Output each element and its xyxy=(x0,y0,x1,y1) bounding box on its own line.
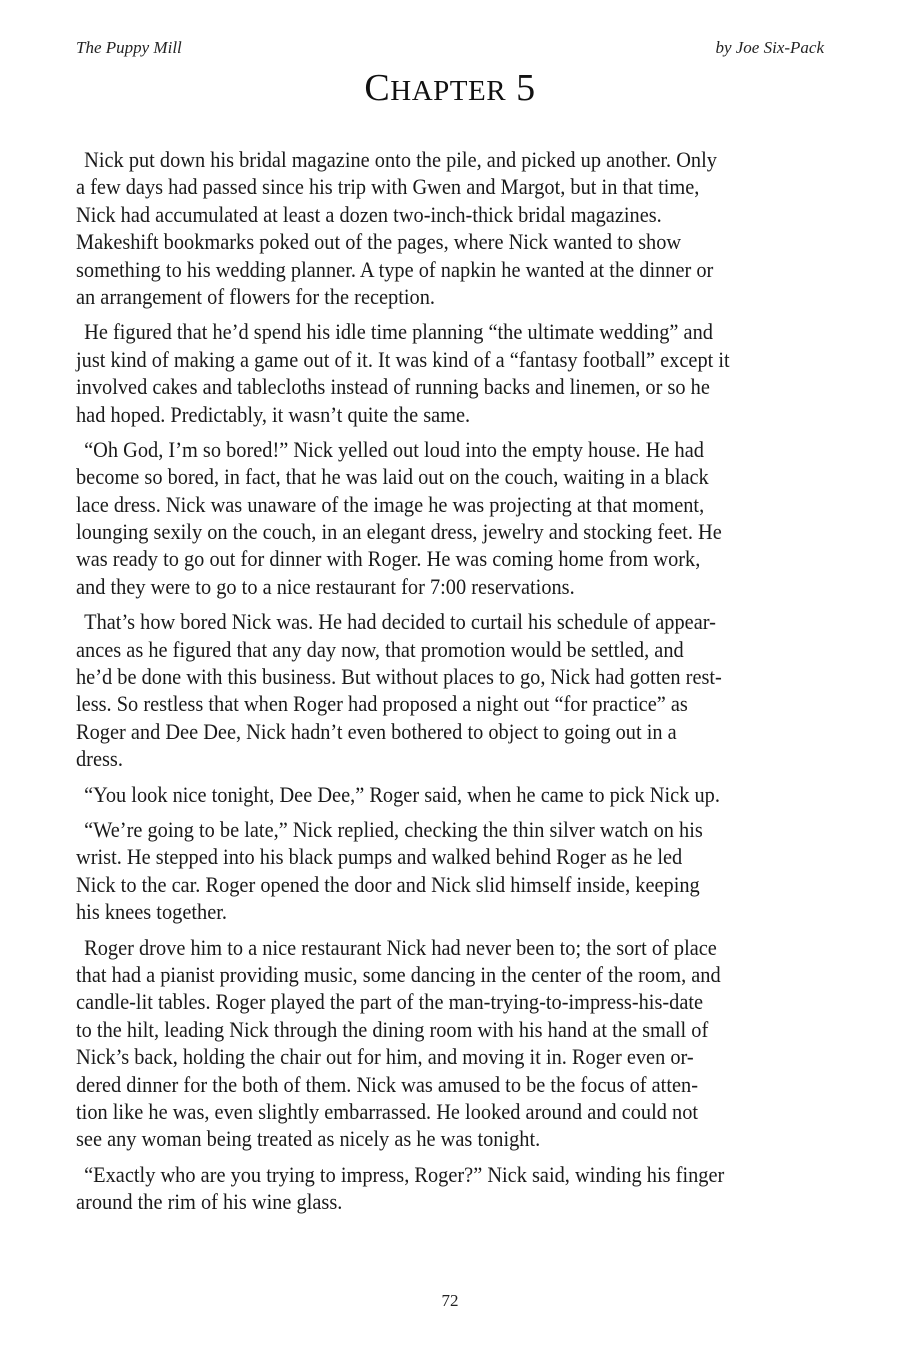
text-line: and they were to go to a nice restaurant for 7:00 reservations. xyxy=(76,573,575,599)
chapter-body xyxy=(76,146,826,1223)
paragraph xyxy=(76,934,826,1153)
text-line: around the rim of his wine glass. xyxy=(76,1189,343,1215)
paragraph xyxy=(76,816,826,926)
paragraph xyxy=(76,318,826,428)
text-line: his knees together. xyxy=(76,899,227,925)
text-line: “Oh God, I’m so bored!” Nick yelled out loud into the empty house. He had xyxy=(84,436,704,462)
text-line: Nick had accumulated at least a dozen two-inch-thick bridal magazines. xyxy=(76,201,662,227)
text-line: that had a pianist providing music, some dancing in the center of the room, and xyxy=(76,961,721,987)
text-line: Nick to the car. Roger opened the door and Nick slid himself inside, keeping xyxy=(76,871,700,897)
text-line: involved cakes and tablecloths instead of running backs and linemen, or so he xyxy=(76,374,710,400)
text-line: Roger and Dee Dee, Nick hadn’t even bothered to object to going out in a xyxy=(76,718,677,744)
text-line: Roger drove him to a nice restaurant Nick had never been to; the sort of place xyxy=(84,934,717,960)
text-line: Nick put down his bridal magazine onto the pile, and picked up another. Only xyxy=(84,147,717,172)
text-line: ances as he figured that any day now, that promotion would be settled, and xyxy=(76,636,684,662)
text-line: something to his wedding planner. A type of napkin he wanted at the dinner or xyxy=(76,256,714,282)
running-head-book-title: The Puppy Mill xyxy=(76,38,182,57)
text-line: That’s how bored Nick was. He had decided to curtail his schedule of appear- xyxy=(84,609,716,635)
paragraph xyxy=(76,146,826,310)
text-line: wrist. He stepped into his black pumps and walked behind Roger as he led xyxy=(76,844,683,870)
text-line: “Exactly who are you trying to impress, Roger?” Nick said, winding his finger xyxy=(84,1161,725,1187)
text-line: see any woman being treated as nicely as he was tonight. xyxy=(76,1126,541,1152)
chapter-title-initial: C xyxy=(364,67,391,109)
text-line: was ready to go out for dinner with Roger. He was coming home from work, xyxy=(76,546,701,572)
paragraph xyxy=(76,436,826,600)
text-line: “We’re going to be late,” Nick replied, checking the thin silver watch on his xyxy=(84,816,703,842)
text-line: He figured that he’d spend his idle time planning “the ultimate wedding” and xyxy=(84,319,713,345)
chapter-number: 5 xyxy=(516,67,536,109)
paragraph xyxy=(76,608,826,772)
running-head-author: by Joe Six-Pack xyxy=(715,38,824,57)
chapter-title xyxy=(0,66,900,110)
text-line: to the hilt, leading Nick through the dining room with his hand at the small of xyxy=(76,1016,709,1042)
text-line: Nick’s back, holding the chair out for him, and moving it in. Roger even or- xyxy=(76,1044,694,1070)
chapter-title-rest: HAPTER xyxy=(390,75,507,107)
text-line: Makeshift bookmarks poked out of the pages, where Nick wanted to show xyxy=(76,229,682,255)
text-line: just kind of making a game out of it. It was kind of a “fantasy football” except it xyxy=(76,346,730,372)
text-line: had hoped. Predictably, it wasn’t quite the same. xyxy=(76,401,471,427)
text-line: less. So restless that when Roger had proposed a night out “for practice” as xyxy=(76,691,688,717)
text-line: tion like he was, even slightly embarrassed. He looked around and could not xyxy=(76,1098,699,1124)
text-line: an arrangement of flowers for the reception. xyxy=(76,283,436,309)
text-line: lace dress. Nick was unaware of the image he was projecting at that moment, xyxy=(76,491,705,517)
paragraph xyxy=(76,781,826,808)
text-line: “You look nice tonight, Dee Dee,” Roger said, when he came to pick Nick up. xyxy=(84,781,720,807)
text-line: dress. xyxy=(76,746,123,772)
page-number: 72 xyxy=(441,1291,459,1310)
text-line: a few days had passed since his trip with Gwen and Margot, but in that time, xyxy=(76,174,700,200)
text-line: become so bored, in fact, that he was laid out on the couch, waiting in a black xyxy=(76,464,709,490)
text-line: he’d be done with this business. But without places to go, Nick had gotten rest- xyxy=(76,664,722,690)
text-line: candle-lit tables. Roger played the part of the man-trying-to-impress-his-date xyxy=(76,989,704,1015)
text-line: lounging sexily on the couch, in an elegant dress, jewelry and stocking feet. He xyxy=(76,519,722,545)
text-line: dered dinner for the both of them. Nick was amused to be the focus of atten- xyxy=(76,1071,699,1097)
paragraph xyxy=(76,1161,826,1216)
